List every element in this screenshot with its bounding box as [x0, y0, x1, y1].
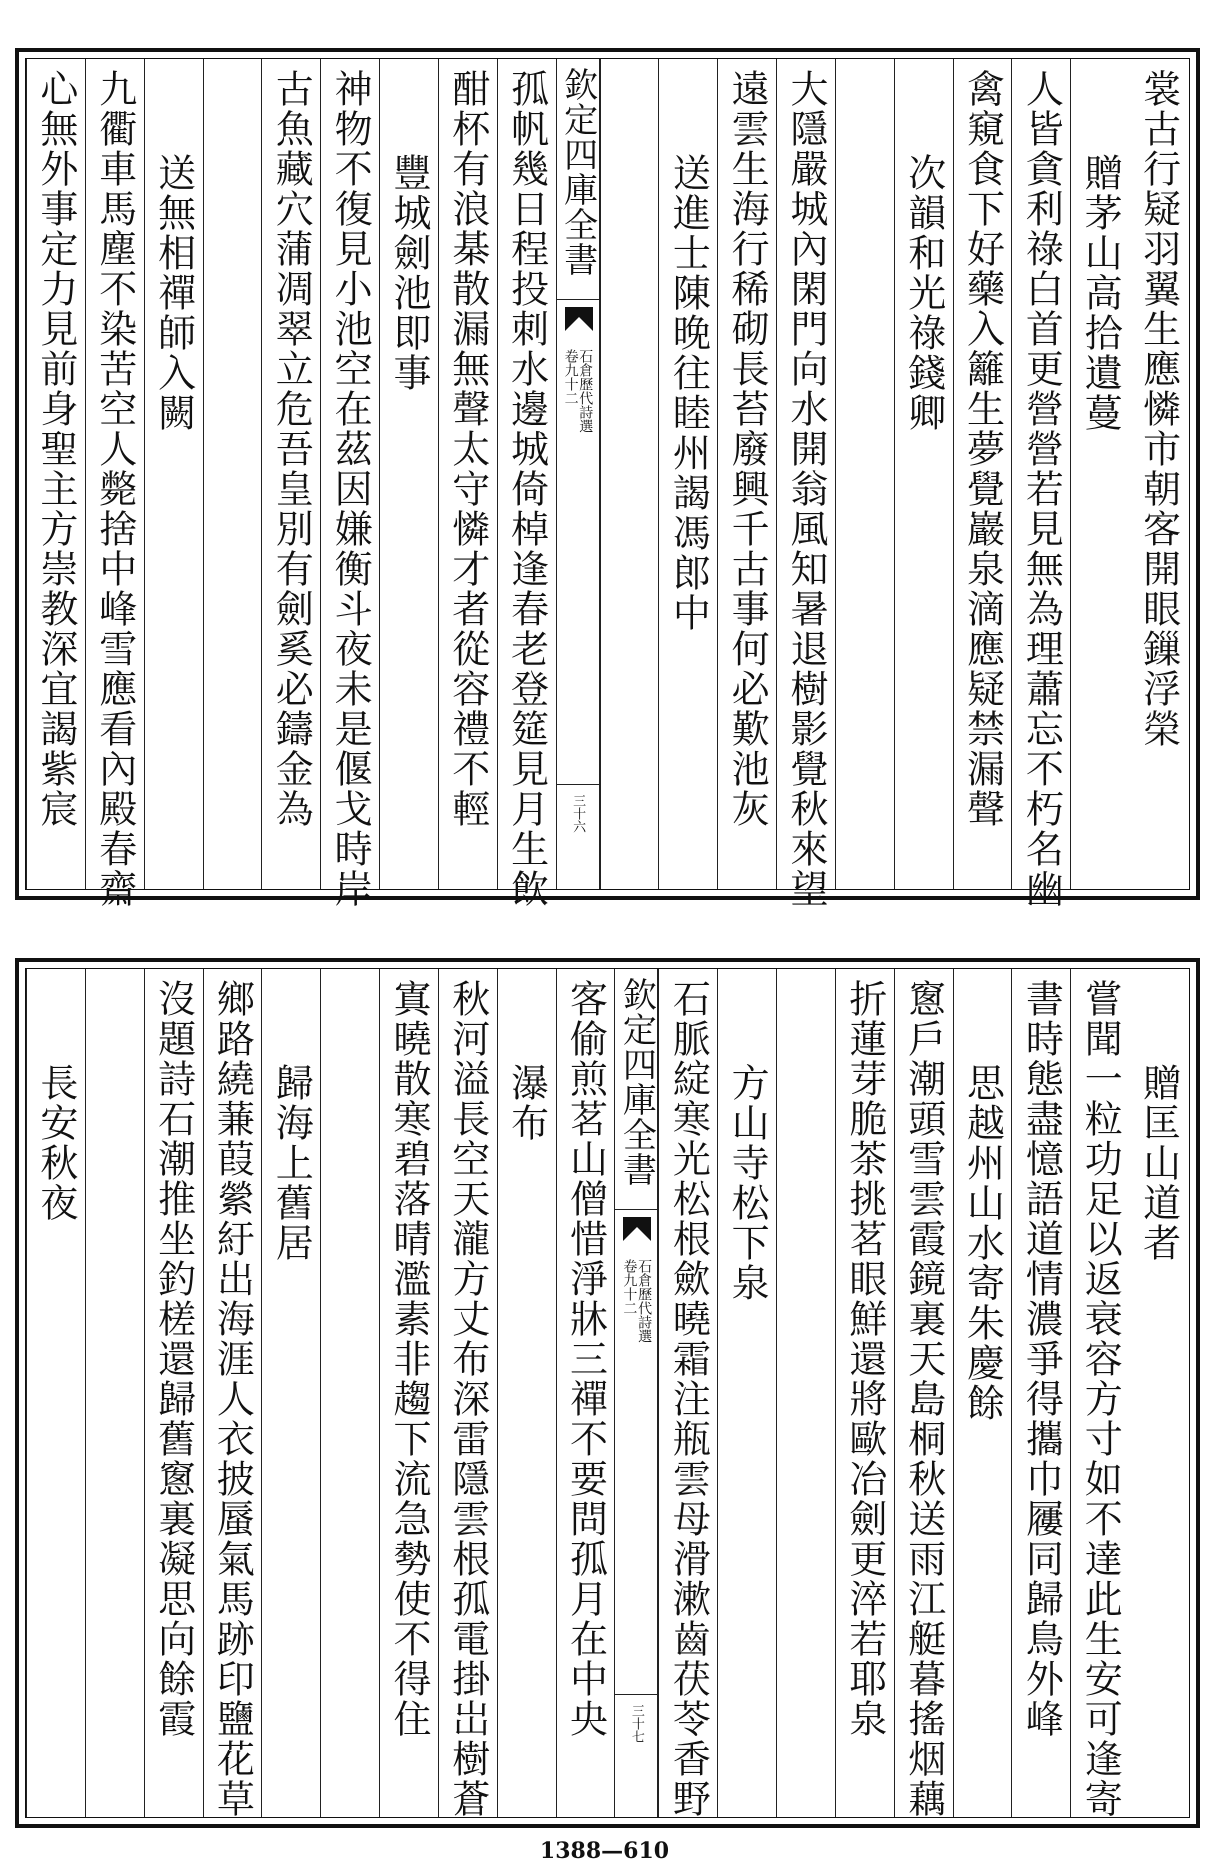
top-page-right-column [894, 59, 953, 889]
column-text: 贈匡山道者 [1136, 1063, 1181, 1263]
column-text: 石脈綻寒光松根歛曉霜注瓶雲母滑漱齒茯苓香野 [666, 979, 711, 1819]
column-text: 豐城劍池即事 [386, 153, 431, 393]
column-text: 人皆貪利祿白首更營營若見無為理蕭忘不朽名幽 [1019, 69, 1064, 909]
column-text: 方山寺松下泉 [725, 1063, 770, 1303]
band-subtitle [563, 349, 592, 433]
column-text: 折蓮芽脆茶挑茗眼鮮還將歐冶劍更淬若耶泉 [842, 979, 887, 1739]
band-rule [615, 1694, 657, 1695]
top-page-left-column [261, 59, 320, 889]
top-page-right-column [1129, 59, 1188, 889]
band-subtitle [622, 1259, 651, 1343]
band-subtitle-line: 石倉歷代詩選 [636, 1259, 653, 1343]
bottom-page-left-column [144, 969, 203, 1817]
column-text: 書時態盡憶語道情濃爭得攜巾屨同歸鳥外峰 [1019, 979, 1064, 1739]
top-page-left-column [497, 59, 556, 909]
column-text: 秋河溢長空天瀧方丈布深雷隱雲根孤電掛岀樹蒼 [445, 979, 490, 1819]
column-text: 遠雲生海行稀砌長苔廢興千古事何必歎池灰 [725, 69, 770, 829]
center-band [556, 59, 600, 889]
fish-tail-icon [565, 307, 593, 333]
column-text: 神物不復見小池空在茲因嫌衡斗夜未是偃戈時岸 [328, 69, 373, 909]
column-text: 九衢車馬塵不染苦空人斃捨中峰雪應看內殿春齋 [92, 69, 137, 909]
column-text: 送無相禪師入闕 [151, 153, 196, 433]
column-text: 次韻和光祿錢卿 [901, 153, 946, 433]
top-page-right-column [953, 59, 1012, 889]
top-page-right-column [600, 59, 659, 889]
column-text: 贈茅山高拾遺蔓 [1078, 153, 1123, 433]
top-page-right-column [1011, 59, 1070, 909]
bottom-page [15, 958, 1200, 1828]
bottom-page-right-column [717, 969, 776, 1817]
top-page-right-column [717, 59, 776, 889]
top-page-left-column [26, 59, 85, 889]
bottom-page-left-column [261, 969, 320, 1817]
bottom-page-left-column [85, 969, 144, 1817]
bottom-page-right-column [835, 969, 894, 1817]
bottom-page-left-column [438, 969, 497, 1817]
band-rule [557, 784, 599, 785]
column-text: 長安秋夜 [33, 1063, 78, 1223]
bottom-page-right-column [894, 969, 953, 1817]
column-text: 窻戶潮頭雪雲霞鏡裏天島桐秋送雨江艇暮搖烟藕 [901, 979, 946, 1819]
band-subtitle-line: 卷九十二 [562, 349, 579, 405]
column-text: 裳古行疑羽翼生應憐市朝客開眼鏁浮榮 [1136, 69, 1181, 749]
column-text: 送進士陳晚往睦州謁馮郎中 [666, 153, 711, 633]
bottom-page-right-column [953, 969, 1012, 1817]
bottom-page-right-column [776, 969, 835, 1817]
bottom-page-frame [25, 968, 1190, 1818]
top-page-right-column [776, 59, 835, 909]
column-text: 嘗聞一粒功足以返衰容方寸如不達此生安可逢寄 [1078, 979, 1123, 1819]
column-text: 寘曉散寒碧落晴濫素非趨下流急勢使不得住 [386, 979, 431, 1739]
column-text: 客偷煎茗山僧惜淨牀三禪不要問孤月在中央 [563, 979, 608, 1739]
top-page-frame [25, 58, 1190, 909]
column-text: 大隱嚴城內閑門向水開翁風知暑退樹影覺秋來望 [784, 69, 828, 909]
band-leaf-number: 三十六 [570, 794, 586, 833]
band-subtitle-line: 卷九十二 [621, 1259, 638, 1315]
bottom-page-right-column [1129, 969, 1188, 1817]
column-text: 鄉路繞蒹葭縈紆出海涯人衣披蜃氣馬跡印鹽花草 [210, 979, 255, 1819]
top-page-left-column [203, 59, 262, 889]
band-title: 欽定四庫全書 [616, 977, 657, 1187]
column-text: 酣杯有浪棊散漏無聲太守憐才者從容禮不輕 [445, 69, 490, 829]
bottom-page-left-column [497, 969, 556, 1817]
top-page-left-column [85, 59, 144, 909]
band-rule [557, 299, 599, 300]
top-columns [26, 59, 1189, 909]
bottom-page-left-column [320, 969, 379, 1817]
column-text: 瀑布 [504, 1063, 549, 1143]
bottom-page-left-column [379, 969, 438, 1817]
center-band [614, 969, 658, 1817]
top-page-right-column [1070, 59, 1129, 889]
bottom-page-left-column [203, 969, 262, 1817]
bottom-page-right-column [658, 969, 717, 1817]
top-page [15, 48, 1200, 909]
bottom-page-right-column [1011, 969, 1070, 1817]
top-page-left-column [144, 59, 203, 889]
column-text: 思越州山水寄朱慶餘 [960, 1063, 1005, 1423]
column-text: 歸海上舊居 [269, 1063, 314, 1263]
bottom-columns [26, 969, 1189, 1817]
bottom-page-left-column [26, 969, 85, 1817]
top-page-left-column [438, 59, 497, 889]
column-text: 心無外事定力見前身聖主方崇教深宜謁紫宸 [33, 69, 78, 829]
column-text: 禽窺食下好藥入籬生夢覺巖泉滴應疑禁漏聲 [960, 69, 1005, 829]
band-rule [615, 1209, 657, 1210]
column-text: 沒題詩石潮推坐釣槎還歸舊窻裏凝思向餘霞 [151, 979, 196, 1739]
top-page-right-column [835, 59, 894, 889]
top-page-left-column [379, 59, 438, 889]
bottom-page-right-column [1070, 969, 1129, 1817]
band-title: 欽定四庫全書 [557, 67, 598, 277]
band-subtitle-line: 石倉歷代詩選 [577, 349, 594, 433]
top-page-left-column [320, 59, 379, 909]
column-text: 孤帆幾日程投刺水邊城倚棹逢春老登筵見月生飲 [504, 69, 549, 909]
top-page-right-column [658, 59, 717, 889]
bottom-page-left-column [556, 969, 615, 1817]
fish-tail-icon [623, 1217, 651, 1243]
column-text: 古魚藏穴蒲凋翠立危吾皇別有劍奚必鑄金為 [269, 69, 314, 829]
page-footer-number: 1388—610 [539, 1838, 670, 1864]
band-leaf-number: 三十七 [628, 1704, 644, 1743]
